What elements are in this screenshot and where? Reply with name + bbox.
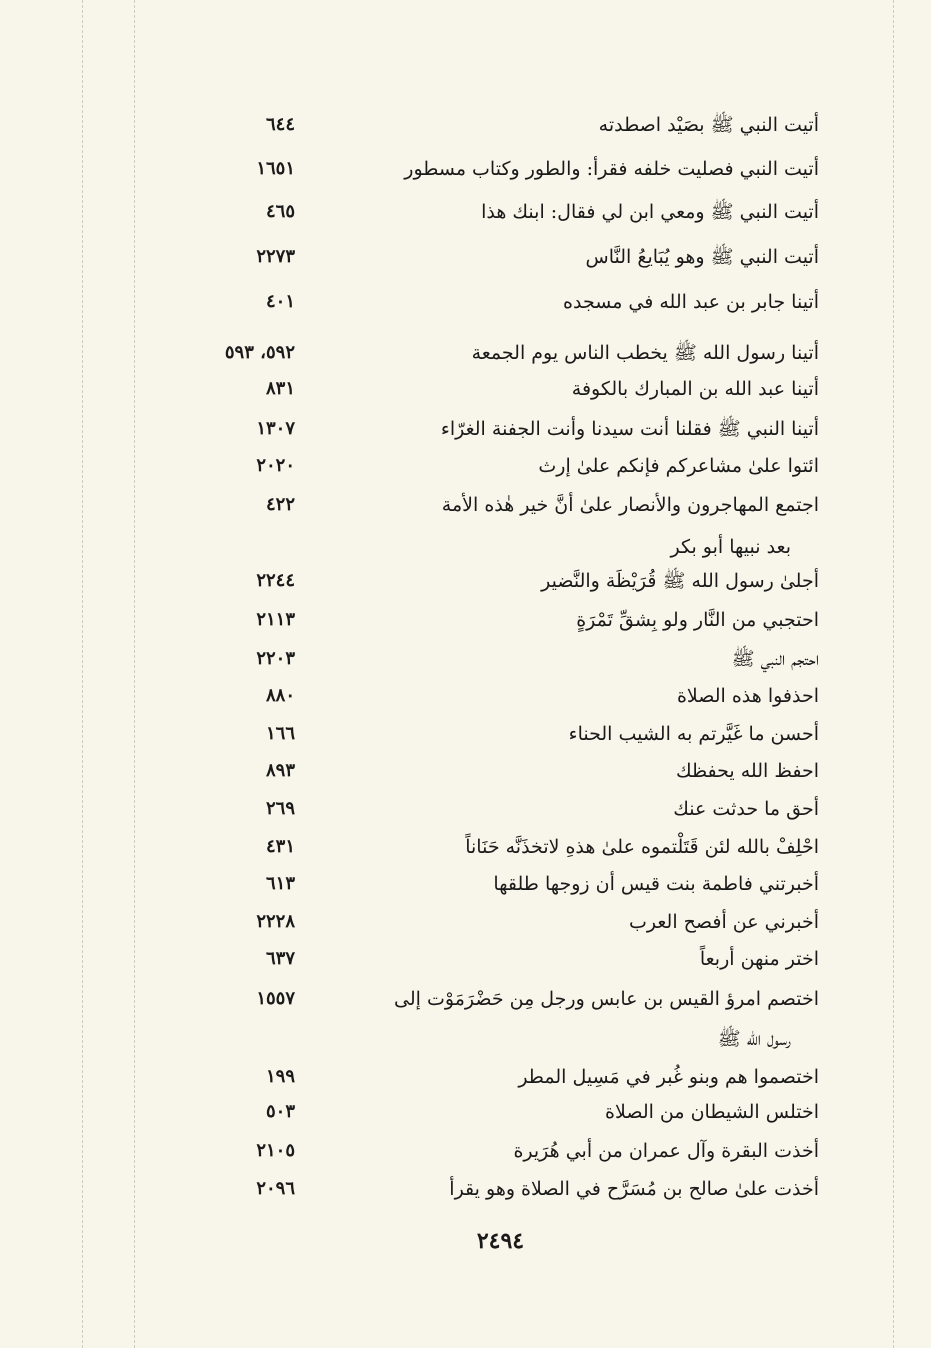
index-entry bbox=[0, 410, 931, 448]
entry-ref: ٨٣١ bbox=[265, 378, 295, 399]
entry-ref: ٢١١٣ bbox=[256, 609, 295, 630]
entry-text: أتيت النبي ﷺ وهو يُبَايعُ النَّاس bbox=[585, 246, 819, 268]
index-entry bbox=[0, 106, 931, 144]
entry-text: أتينا رسول الله ﷺ يخطب الناس يوم الجمعة bbox=[471, 342, 819, 364]
index-entry-continuation bbox=[0, 528, 931, 566]
entry-ref: ٢٢٢٨ bbox=[256, 911, 295, 932]
index-entry bbox=[0, 790, 931, 828]
entry-text: أتيت النبي ﷺ بصَيْد اصطدته bbox=[598, 114, 819, 136]
index-entry bbox=[0, 238, 931, 276]
entry-ref: ١٣٠٧ bbox=[256, 418, 295, 439]
entry-ref: ٤٢٢ bbox=[265, 494, 295, 515]
entry-text: اجتمع المهاجرون والأنصار علىٰ أنَّ خير هٰذه الأمة bbox=[441, 494, 819, 516]
entry-ref: ٦١٣ bbox=[265, 873, 295, 894]
index-entry bbox=[0, 283, 931, 321]
index-entry bbox=[0, 865, 931, 903]
entry-text: أحق ما حدثت عنك bbox=[673, 798, 819, 820]
index-entry bbox=[0, 1170, 931, 1208]
index-entry bbox=[0, 940, 931, 978]
entry-text: أتيت النبي ﷺ ومعي ابن لي فقال: ابنك هذا bbox=[481, 201, 819, 223]
entry-text: أخبرني عن أفصح العرب bbox=[629, 911, 819, 933]
entry-text: احتجبي من النَّار ولو بِشقِّ تَمْرَةٍ bbox=[576, 609, 819, 631]
entry-continuation: رسول الله ﷺ bbox=[717, 1028, 791, 1050]
entry-text: أتينا جابر بن عبد الله في مسجده bbox=[563, 291, 819, 313]
index-entry bbox=[0, 828, 931, 866]
entry-text: أتينا عبد الله بن المبارك بالكوفة bbox=[571, 378, 819, 400]
entry-text: أخذت البقرة وآل عمران من أبي هُرَيرة bbox=[513, 1140, 819, 1162]
index-entry-continuation bbox=[0, 1020, 931, 1058]
index-entry bbox=[0, 752, 931, 790]
entry-text: اختصم امرؤ القيس بن عابس ورجل مِن حَضْرَمَوْت إلى bbox=[394, 988, 819, 1010]
index-entry bbox=[0, 193, 931, 231]
index-entry bbox=[0, 601, 931, 639]
entry-text: ائتوا علىٰ مشاعركم فإنكم علىٰ إرث bbox=[538, 455, 819, 477]
index-entry bbox=[0, 370, 931, 408]
entry-text: احفظ الله يحفظك bbox=[675, 760, 819, 782]
entry-text: أخذت علىٰ صالح بن مُسَرَّح في الصلاة وهو يقرأ bbox=[449, 1178, 819, 1200]
entry-ref: ١٦٥١ bbox=[256, 158, 295, 179]
page-number bbox=[0, 1228, 931, 1254]
entry-ref: ٥٩٢، ٥٩٣ bbox=[224, 342, 295, 363]
entry-ref: ٢٠٩٦ bbox=[256, 1178, 295, 1199]
index-entry bbox=[0, 447, 931, 485]
entry-text: اختر منهن أربعاً bbox=[699, 948, 819, 970]
entry-ref: ٢٢٤٤ bbox=[256, 570, 295, 591]
index-entry bbox=[0, 1058, 931, 1096]
entry-ref: ١٦٦ bbox=[265, 723, 295, 744]
index-entry bbox=[0, 903, 931, 941]
index-entry bbox=[0, 1132, 931, 1170]
entry-ref: ٥٠٣ bbox=[265, 1101, 295, 1122]
entry-continuation: بعد نبيها أبو بكر bbox=[670, 536, 791, 558]
entry-text: اختصموا هم وبنو غُبر في مَسِيل المطر bbox=[518, 1066, 819, 1088]
index-entry bbox=[0, 640, 931, 678]
entry-ref: ٤٣١ bbox=[265, 836, 295, 857]
entry-text: أخبرتني فاطمة بنت قيس أن زوجها طلقها bbox=[493, 873, 819, 895]
entry-ref: ٢١٠٥ bbox=[256, 1140, 295, 1161]
entry-text: احتجم النبي ﷺ bbox=[731, 648, 819, 670]
entry-text: احْلِفْ بالله لئن قَتَلْتموه علىٰ هذهِ لاتخذَنَّه حَنَاناً bbox=[465, 836, 819, 858]
index-entry bbox=[0, 715, 931, 753]
entry-ref: ٨٨٠ bbox=[265, 685, 295, 706]
entry-ref: ٢٢٠٣ bbox=[256, 648, 295, 669]
entry-text: اختلس الشيطان من الصلاة bbox=[605, 1101, 819, 1123]
entry-ref: ٢٢٧٣ bbox=[256, 246, 295, 267]
index-entry bbox=[0, 677, 931, 715]
index-entry bbox=[0, 486, 931, 524]
entry-ref: ٤٦٥ bbox=[265, 201, 295, 222]
entry-text: احذفوا هذه الصلاة bbox=[676, 685, 819, 707]
index-entry bbox=[0, 562, 931, 600]
entry-ref: ٨٩٣ bbox=[265, 760, 295, 781]
entry-ref: ٤٠١ bbox=[265, 291, 295, 312]
entry-ref: ٢٦٩ bbox=[265, 798, 295, 819]
index-entry bbox=[0, 334, 931, 372]
entry-ref: ١٩٩ bbox=[265, 1066, 295, 1087]
entry-text: أجلىٰ رسول الله ﷺ قُرَيْظَة والنَّضير bbox=[541, 570, 819, 592]
entry-ref: ٢٠٢٠ bbox=[256, 455, 295, 476]
index-entry bbox=[0, 150, 931, 188]
entry-ref: ٦٤٤ bbox=[265, 114, 295, 135]
entry-text: أتينا النبي ﷺ فقلنا أنت سيدنا وأنت الجفنة الغرّاء bbox=[440, 418, 819, 440]
entry-text: أتيت النبي فصليت خلفه فقرأ: والطور وكتاب مسطور bbox=[404, 158, 819, 180]
page-number-text: ٢٤٩٤ bbox=[476, 1228, 525, 1254]
entry-ref: ٦٣٧ bbox=[265, 948, 295, 969]
index-entry bbox=[0, 980, 931, 1018]
index-entry bbox=[0, 1093, 931, 1131]
entry-text: أحسن ما غَيَّرتم به الشيب الحناء bbox=[568, 723, 819, 745]
entry-ref: ١٥٥٧ bbox=[256, 988, 295, 1009]
